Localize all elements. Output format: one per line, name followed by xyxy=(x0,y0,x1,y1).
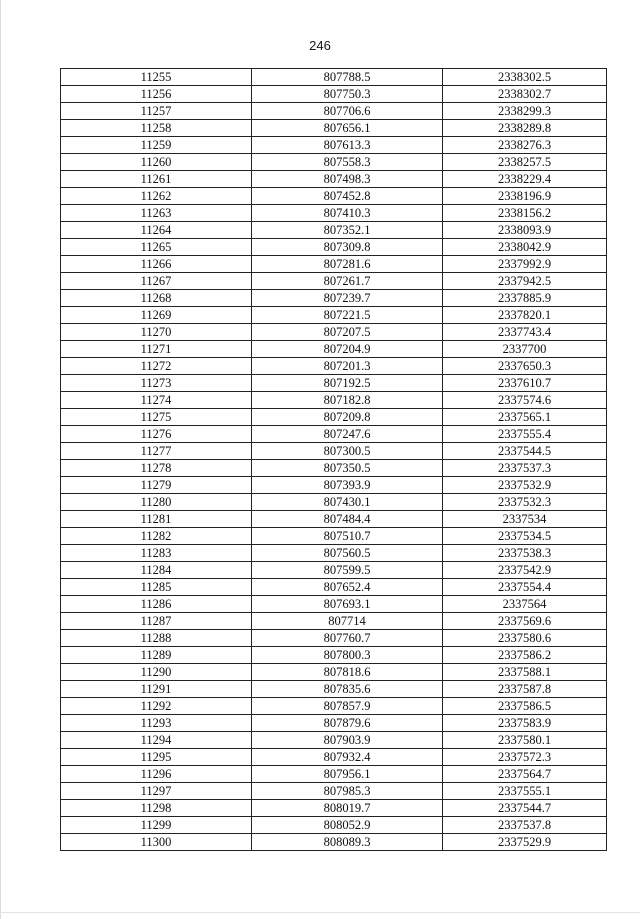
x-coordinate-cell: 807221.5 xyxy=(252,307,443,324)
y-coordinate-cell: 2338257.5 xyxy=(443,154,607,171)
y-coordinate-cell: 2337565.1 xyxy=(443,409,607,426)
y-coordinate-cell: 2337544.7 xyxy=(443,800,607,817)
point-number-cell: 11287 xyxy=(61,613,252,630)
table-row xyxy=(61,596,607,613)
x-coordinate-cell: 807204.9 xyxy=(252,341,443,358)
x-coordinate-cell: 807350.5 xyxy=(252,460,443,477)
x-coordinate-cell: 807281.6 xyxy=(252,256,443,273)
x-coordinate-cell: 807309.8 xyxy=(252,239,443,256)
table-row xyxy=(61,171,607,188)
table-row xyxy=(61,698,607,715)
point-number-cell: 11297 xyxy=(61,783,252,800)
point-number-cell: 11255 xyxy=(61,69,252,86)
point-number-cell: 11258 xyxy=(61,120,252,137)
y-coordinate-cell: 2337534 xyxy=(443,511,607,528)
point-number-cell: 11291 xyxy=(61,681,252,698)
x-coordinate-cell: 807835.6 xyxy=(252,681,443,698)
y-coordinate-cell: 2338042.9 xyxy=(443,239,607,256)
x-coordinate-cell: 807452.8 xyxy=(252,188,443,205)
point-number-cell: 11283 xyxy=(61,545,252,562)
y-coordinate-cell: 2337820.1 xyxy=(443,307,607,324)
point-number-cell: 11294 xyxy=(61,732,252,749)
page-number: 246 xyxy=(309,38,331,53)
x-coordinate-cell: 807239.7 xyxy=(252,290,443,307)
table-row xyxy=(61,783,607,800)
x-coordinate-cell: 807956.1 xyxy=(252,766,443,783)
point-number-cell: 11269 xyxy=(61,307,252,324)
y-coordinate-cell: 2337532.9 xyxy=(443,477,607,494)
point-number-cell: 11286 xyxy=(61,596,252,613)
table-row xyxy=(61,426,607,443)
point-number-cell: 11273 xyxy=(61,375,252,392)
table-row xyxy=(61,494,607,511)
y-coordinate-cell: 2337586.5 xyxy=(443,698,607,715)
y-coordinate-cell: 2338299.3 xyxy=(443,103,607,120)
point-number-cell: 11280 xyxy=(61,494,252,511)
y-coordinate-cell: 2338276.3 xyxy=(443,137,607,154)
point-number-cell: 11272 xyxy=(61,358,252,375)
coordinates-table xyxy=(60,68,607,851)
y-coordinate-cell: 2337529.9 xyxy=(443,834,607,851)
y-coordinate-cell: 2337537.8 xyxy=(443,817,607,834)
point-number-cell: 11292 xyxy=(61,698,252,715)
x-coordinate-cell: 807560.5 xyxy=(252,545,443,562)
x-coordinate-cell: 807182.8 xyxy=(252,392,443,409)
y-coordinate-cell: 2337992.9 xyxy=(443,256,607,273)
table-row xyxy=(61,443,607,460)
point-number-cell: 11265 xyxy=(61,239,252,256)
y-coordinate-cell: 2337588.1 xyxy=(443,664,607,681)
x-coordinate-cell: 807857.9 xyxy=(252,698,443,715)
y-coordinate-cell: 2337538.3 xyxy=(443,545,607,562)
y-coordinate-cell: 2337574.6 xyxy=(443,392,607,409)
table-row xyxy=(61,630,607,647)
x-coordinate-cell: 807192.5 xyxy=(252,375,443,392)
scan-edge xyxy=(0,0,1,919)
y-coordinate-cell: 2337583.9 xyxy=(443,715,607,732)
x-coordinate-cell: 807209.8 xyxy=(252,409,443,426)
table-row xyxy=(61,562,607,579)
x-coordinate-cell: 807818.6 xyxy=(252,664,443,681)
x-coordinate-cell: 807932.4 xyxy=(252,749,443,766)
x-coordinate-cell: 807300.5 xyxy=(252,443,443,460)
x-coordinate-cell: 807201.3 xyxy=(252,358,443,375)
table-row xyxy=(61,256,607,273)
point-number-cell: 11271 xyxy=(61,341,252,358)
table-row xyxy=(61,137,607,154)
point-number-cell: 11267 xyxy=(61,273,252,290)
x-coordinate-cell: 807430.1 xyxy=(252,494,443,511)
table-row xyxy=(61,681,607,698)
x-coordinate-cell: 808089.3 xyxy=(252,834,443,851)
x-coordinate-cell: 807613.3 xyxy=(252,137,443,154)
table-row xyxy=(61,358,607,375)
point-number-cell: 11282 xyxy=(61,528,252,545)
y-coordinate-cell: 2338156.2 xyxy=(443,205,607,222)
point-number-cell: 11289 xyxy=(61,647,252,664)
y-coordinate-cell: 2337564.7 xyxy=(443,766,607,783)
table-row xyxy=(61,732,607,749)
y-coordinate-cell: 2337885.9 xyxy=(443,290,607,307)
y-coordinate-cell: 2337700 xyxy=(443,341,607,358)
point-number-cell: 11288 xyxy=(61,630,252,647)
x-coordinate-cell: 807706.6 xyxy=(252,103,443,120)
point-number-cell: 11295 xyxy=(61,749,252,766)
table-row xyxy=(61,545,607,562)
table-row xyxy=(61,273,607,290)
table-row xyxy=(61,188,607,205)
x-coordinate-cell: 807510.7 xyxy=(252,528,443,545)
table-row xyxy=(61,715,607,732)
y-coordinate-cell: 2338289.8 xyxy=(443,120,607,137)
point-number-cell: 11300 xyxy=(61,834,252,851)
x-coordinate-cell: 807693.1 xyxy=(252,596,443,613)
x-coordinate-cell: 807558.3 xyxy=(252,154,443,171)
x-coordinate-cell: 808019.7 xyxy=(252,800,443,817)
y-coordinate-cell: 2338196.9 xyxy=(443,188,607,205)
point-number-cell: 11284 xyxy=(61,562,252,579)
point-number-cell: 11270 xyxy=(61,324,252,341)
table-row xyxy=(61,647,607,664)
table-row xyxy=(61,817,607,834)
table-row xyxy=(61,511,607,528)
x-coordinate-cell: 807261.7 xyxy=(252,273,443,290)
x-coordinate-cell: 807247.6 xyxy=(252,426,443,443)
y-coordinate-cell: 2337569.6 xyxy=(443,613,607,630)
table-row xyxy=(61,409,607,426)
y-coordinate-cell: 2337580.6 xyxy=(443,630,607,647)
y-coordinate-cell: 2337942.5 xyxy=(443,273,607,290)
x-coordinate-cell: 807750.3 xyxy=(252,86,443,103)
x-coordinate-cell: 807879.6 xyxy=(252,715,443,732)
x-coordinate-cell: 807903.9 xyxy=(252,732,443,749)
x-coordinate-cell: 807800.3 xyxy=(252,647,443,664)
y-coordinate-cell: 2337743.4 xyxy=(443,324,607,341)
point-number-cell: 11261 xyxy=(61,171,252,188)
x-coordinate-cell: 807788.5 xyxy=(252,69,443,86)
x-coordinate-cell: 807484.4 xyxy=(252,511,443,528)
table-row xyxy=(61,749,607,766)
table-row xyxy=(61,324,607,341)
x-coordinate-cell: 808052.9 xyxy=(252,817,443,834)
point-number-cell: 11281 xyxy=(61,511,252,528)
table-row xyxy=(61,392,607,409)
x-coordinate-cell: 807410.3 xyxy=(252,205,443,222)
point-number-cell: 11296 xyxy=(61,766,252,783)
y-coordinate-cell: 2337554.4 xyxy=(443,579,607,596)
table-row xyxy=(61,800,607,817)
y-coordinate-cell: 2337586.2 xyxy=(443,647,607,664)
point-number-cell: 11260 xyxy=(61,154,252,171)
y-coordinate-cell: 2337544.5 xyxy=(443,443,607,460)
point-number-cell: 11277 xyxy=(61,443,252,460)
table-row xyxy=(61,766,607,783)
x-coordinate-cell: 807207.5 xyxy=(252,324,443,341)
y-coordinate-cell: 2337532.3 xyxy=(443,494,607,511)
x-coordinate-cell: 807393.9 xyxy=(252,477,443,494)
table-row xyxy=(61,477,607,494)
point-number-cell: 11259 xyxy=(61,137,252,154)
point-number-cell: 11268 xyxy=(61,290,252,307)
y-coordinate-cell: 2337534.5 xyxy=(443,528,607,545)
table-row xyxy=(61,375,607,392)
y-coordinate-cell: 2337650.3 xyxy=(443,358,607,375)
table-row xyxy=(61,205,607,222)
y-coordinate-cell: 2337555.4 xyxy=(443,426,607,443)
x-coordinate-cell: 807656.1 xyxy=(252,120,443,137)
y-coordinate-cell: 2337555.1 xyxy=(443,783,607,800)
point-number-cell: 11264 xyxy=(61,222,252,239)
y-coordinate-cell: 2338093.9 xyxy=(443,222,607,239)
x-coordinate-cell: 807652.4 xyxy=(252,579,443,596)
x-coordinate-cell: 807599.5 xyxy=(252,562,443,579)
table-row xyxy=(61,613,607,630)
x-coordinate-cell: 807760.7 xyxy=(252,630,443,647)
table-row xyxy=(61,460,607,477)
y-coordinate-cell: 2337564 xyxy=(443,596,607,613)
point-number-cell: 11274 xyxy=(61,392,252,409)
y-coordinate-cell: 2337587.8 xyxy=(443,681,607,698)
point-number-cell: 11257 xyxy=(61,103,252,120)
point-number-cell: 11278 xyxy=(61,460,252,477)
point-number-cell: 11285 xyxy=(61,579,252,596)
table-row xyxy=(61,834,607,851)
point-number-cell: 11293 xyxy=(61,715,252,732)
table-row xyxy=(61,120,607,137)
y-coordinate-cell: 2337537.3 xyxy=(443,460,607,477)
table-row xyxy=(61,528,607,545)
point-number-cell: 11299 xyxy=(61,817,252,834)
point-number-cell: 11275 xyxy=(61,409,252,426)
table-row xyxy=(61,664,607,681)
point-number-cell: 11262 xyxy=(61,188,252,205)
point-number-cell: 11279 xyxy=(61,477,252,494)
point-number-cell: 11298 xyxy=(61,800,252,817)
point-number-cell: 11276 xyxy=(61,426,252,443)
table-row xyxy=(61,290,607,307)
y-coordinate-cell: 2337572.3 xyxy=(443,749,607,766)
x-coordinate-cell: 807352.1 xyxy=(252,222,443,239)
y-coordinate-cell: 2337580.1 xyxy=(443,732,607,749)
table-row xyxy=(61,103,607,120)
table-row xyxy=(61,154,607,171)
point-number-cell: 11256 xyxy=(61,86,252,103)
point-number-cell: 11266 xyxy=(61,256,252,273)
y-coordinate-cell: 2338302.7 xyxy=(443,86,607,103)
table-row xyxy=(61,69,607,86)
x-coordinate-cell: 807714 xyxy=(252,613,443,630)
point-number-cell: 11263 xyxy=(61,205,252,222)
coordinates-table-body xyxy=(61,69,607,851)
x-coordinate-cell: 807985.3 xyxy=(252,783,443,800)
table-row xyxy=(61,579,607,596)
table-row xyxy=(61,341,607,358)
table-row xyxy=(61,86,607,103)
table-row xyxy=(61,307,607,324)
x-coordinate-cell: 807498.3 xyxy=(252,171,443,188)
point-number-cell: 11290 xyxy=(61,664,252,681)
table-row xyxy=(61,239,607,256)
y-coordinate-cell: 2337542.9 xyxy=(443,562,607,579)
y-coordinate-cell: 2337610.7 xyxy=(443,375,607,392)
y-coordinate-cell: 2338229.4 xyxy=(443,171,607,188)
scan-bottom-edge xyxy=(0,912,640,913)
table-row xyxy=(61,222,607,239)
y-coordinate-cell: 2338302.5 xyxy=(443,69,607,86)
